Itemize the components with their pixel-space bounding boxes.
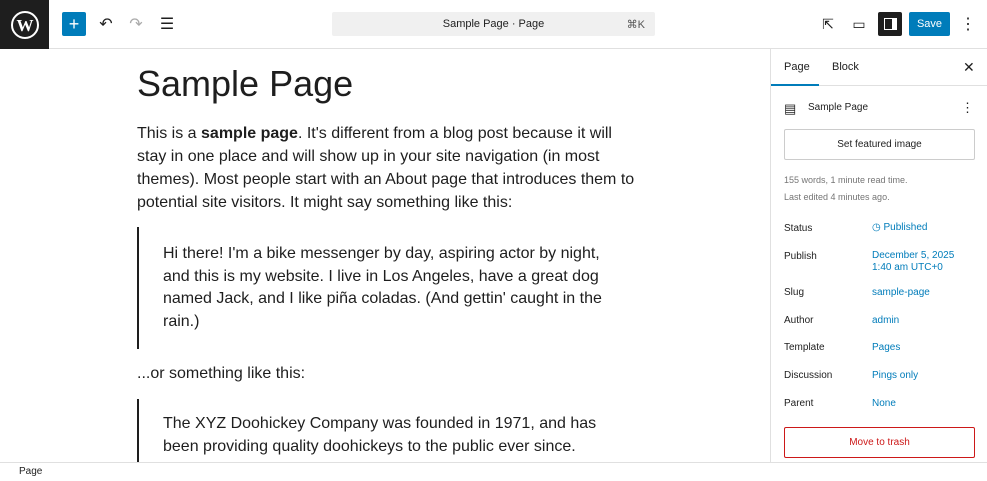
svg-text:W: W [16,15,33,35]
time: 1:40 am UTC+0 [872,262,943,273]
paragraph-block[interactable] [137,122,637,214]
settings-sidebar [770,49,987,462]
slug-value[interactable]: sample-page [872,287,930,298]
text: . It's different from a blog post because it will stay in one place and will show up in your site navigation (in most themes). Most people start with an About page that introduces them to potential site visitors. It might say something like this: [137,125,635,211]
top-toolbar [0,0,987,49]
page-icon: ▤ [784,101,797,116]
set-featured-image-button[interactable]: Set featured image [784,129,975,160]
sidebar-page-title: Sample Page [808,102,869,113]
move-to-trash-button[interactable]: Move to trash [784,427,975,458]
word-count: 155 words, 1 minute read time. [784,175,908,185]
options-menu-icon[interactable]: ⋮ [960,16,976,33]
editor-canvas [0,49,770,462]
wordpress-icon [10,10,40,40]
quote-block[interactable]: Hi there! I'm a bike messenger by day, aspiring actor by night, and this is my website. I live in Los Angeles, have a great dog named Jack, and I like piña coladas. (And gettin' caught in the rain.) [137,227,607,349]
preview-device-icon[interactable]: ▭ [852,15,866,32]
field-label: Author [784,315,814,326]
bold-text: sample page [201,125,298,142]
save-button[interactable]: Save [909,12,950,36]
document-overview-icon[interactable]: ☰ [159,16,175,33]
paragraph-block[interactable]: ...or something like this: [137,365,306,382]
field-label: Template [784,342,825,353]
wordpress-logo-button[interactable] [0,0,49,49]
shortcut-label: ⌘K [626,18,645,31]
last-edited: Last edited 4 minutes ago. [784,192,890,202]
quote-block[interactable]: The XYZ Doohickey Company was founded in 1971, and has been providing quality doohickeys to the public ever since. [137,399,607,462]
breadcrumb-item[interactable]: Page [19,466,43,477]
field-label: Discussion [784,370,833,381]
discussion-value[interactable]: Pings only [872,370,919,381]
template-value[interactable]: Pages [872,342,901,353]
field-label: Publish [784,251,817,262]
sidebar-icon [884,18,897,30]
view-page-icon[interactable]: ⇱ [822,15,834,32]
command-palette-button[interactable] [332,12,655,36]
tab-block[interactable]: Block [832,61,859,73]
text: This is a [137,125,202,142]
publish-date[interactable] [872,250,954,274]
status-text: Published [883,222,928,233]
settings-sidebar-toggle[interactable] [878,12,902,36]
field-label: Slug [784,287,805,298]
published-icon: ◷ [872,222,884,233]
author-value[interactable]: admin [872,315,900,326]
document-title: Sample Page · Page [442,18,545,30]
status-value[interactable] [872,222,927,234]
redo-icon[interactable]: ↷ [129,16,143,33]
field-label: Parent [784,398,814,409]
tab-page[interactable]: Page [784,61,810,73]
parent-value[interactable]: None [872,398,896,409]
field-label: Status [784,223,813,234]
close-icon[interactable]: ✕ [963,59,975,75]
active-tab-indicator [771,84,819,86]
page-actions-icon[interactable]: ⋮ [961,100,974,115]
date: December 5, 2025 [872,250,955,261]
undo-icon[interactable]: ↶ [99,16,113,33]
block-breadcrumb [0,462,987,481]
page-title[interactable]: Sample Page [137,63,354,104]
add-block-button[interactable]: + [62,12,86,36]
